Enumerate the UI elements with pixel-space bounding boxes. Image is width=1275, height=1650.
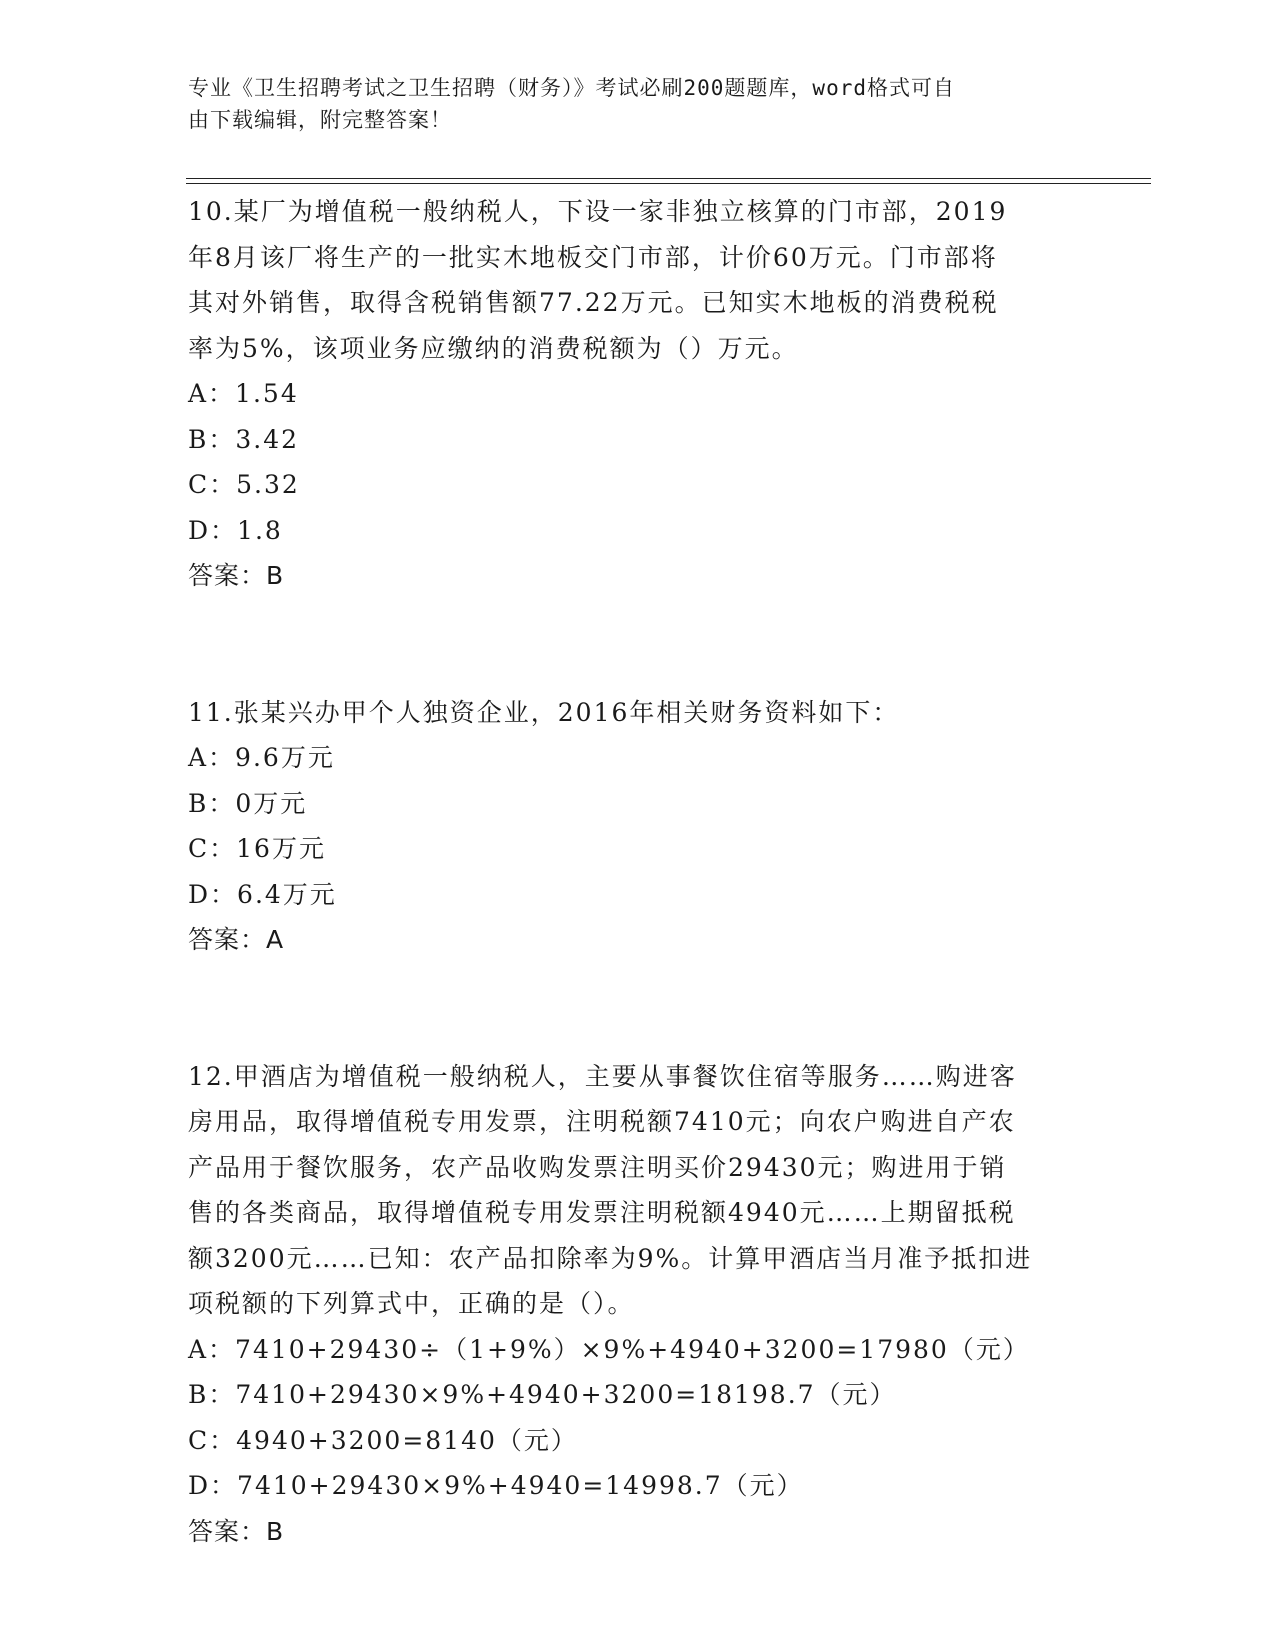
- option-b: B：7410+29430×9%+4940+3200=18198.7（元）: [188, 1380, 897, 1409]
- question-spacer: [188, 599, 1088, 690]
- option-c: C：16万元: [188, 834, 326, 863]
- answer-label: 答案：B: [188, 1516, 285, 1546]
- option-c: C：4940+3200=8140（元）: [188, 1425, 578, 1455]
- option-d: D：7410+29430×9%+4940=14998.7（元）: [188, 1471, 804, 1500]
- option-a: A：1.54: [188, 379, 299, 408]
- question-11: [188, 690, 1088, 963]
- header-line-2: 由下载编辑，附完整答案！: [188, 108, 452, 132]
- question-12: [188, 1054, 1088, 1555]
- question-stem-line: 额3200元……已知：农产品扣除率为9%。计算甲酒店当月准予抵扣进: [188, 1243, 1033, 1273]
- header-divider-top: [186, 178, 1151, 179]
- option-b: B：0万元: [188, 788, 308, 818]
- answer-label: 答案：A: [188, 925, 285, 954]
- question-stem-line: 项税额的下列算式中，正确的是（）。: [188, 1289, 635, 1318]
- question-10: [188, 189, 1088, 599]
- question-stem-line: 10.某厂为增值税一般纳税人，下设一家非独立核算的门市部，2019: [188, 197, 1008, 226]
- option-c: C：5.32: [188, 470, 300, 499]
- question-stem-line: 售的各类商品，取得增值税专用发票注明税额4940元……上期留抵税: [188, 1198, 1016, 1227]
- question-stem-line: 年8月该厂将生产的一批实木地板交门市部，计价60万元。门市部将: [188, 242, 998, 272]
- question-list: [188, 189, 1088, 1554]
- question-stem-line: 产品用于餐饮服务，农产品收购发票注明买价29430元；购进用于销: [188, 1152, 1007, 1182]
- header-line-1: 专业《卫生招聘考试之卫生招聘（财务）》考试必刷200题题库，word格式可自: [188, 76, 955, 100]
- option-d: D：6.4万元: [188, 879, 337, 909]
- option-a: A：9.6万元: [188, 743, 335, 772]
- option-a: A：7410+29430÷（1+9%）×9%+4940+3200=17980（元）: [188, 1334, 1030, 1364]
- document-header: [188, 72, 1068, 136]
- option-d: D：1.8: [188, 515, 283, 545]
- option-b: B：3.42: [188, 424, 300, 454]
- question-stem-line: 12.甲酒店为增值税一般纳税人，主要从事餐饮住宿等服务……购进客: [188, 1061, 1017, 1091]
- question-stem-line: 其对外销售，取得含税销售额77.22万元。已知实木地板的消费税税: [188, 288, 999, 317]
- question-spacer: [188, 963, 1088, 1054]
- header-divider-bottom: [186, 183, 1151, 184]
- answer-label: 答案：B: [188, 561, 285, 590]
- question-stem-line: 率为5%，该项业务应缴纳的消费税额为（）万元。: [188, 333, 799, 363]
- question-stem-line: 11.张某兴办甲个人独资企业，2016年相关财务资料如下：: [188, 697, 900, 727]
- question-stem-line: 房用品，取得增值税专用发票，注明税额7410元；向农户购进自产农: [188, 1107, 1016, 1136]
